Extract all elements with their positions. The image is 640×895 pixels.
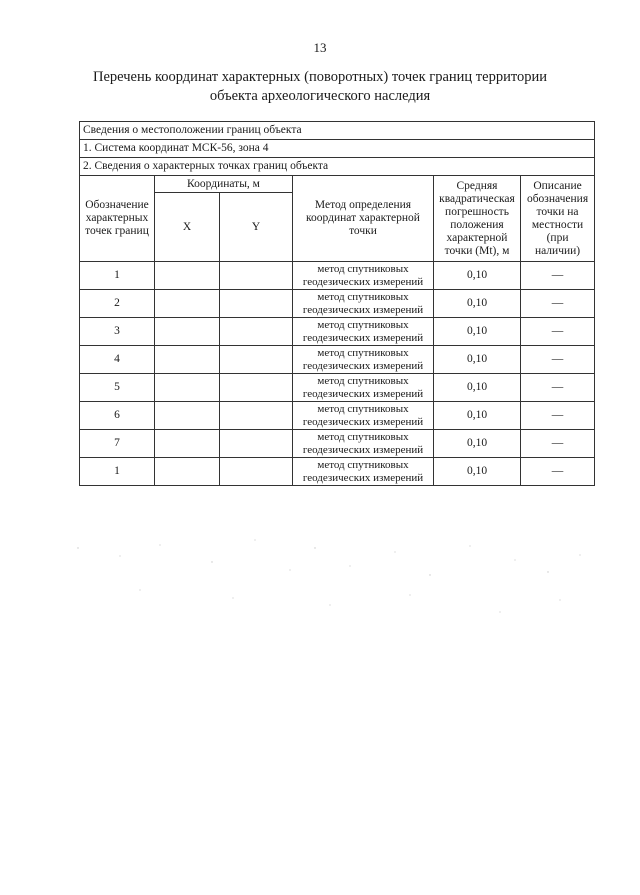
points-section-cell: 2. Сведения о характерных точках границ объекта [80,158,595,176]
method-cell [293,262,434,290]
method-line-2: геодезических измерений [302,331,424,344]
method-line-2: геодезических измерений [302,303,424,316]
y-cell [220,318,293,346]
y-cell [220,402,293,430]
accuracy-cell: 0,10 [434,374,521,402]
method-cell [293,318,434,346]
y-cell [220,346,293,374]
header-point-designation: Обозначение характерных точек границ [80,176,155,262]
point-cell: 7 [80,430,155,458]
y-cell [220,458,293,486]
method-line-1: метод спутниковых [317,431,409,443]
method-line-2: геодезических измерений [302,415,424,428]
section-row-location [80,122,595,140]
description-cell: — [521,458,595,486]
header-coordinates: Координаты, м [155,176,293,193]
point-cell: 5 [80,374,155,402]
document-title [70,68,570,106]
header-accuracy: Средняя квадратическая погрешность положения характерной точки (Mt), м [434,176,521,262]
table-row [80,262,595,290]
header-row [80,176,595,193]
x-cell [155,402,220,430]
accuracy-cell: 0,10 [434,262,521,290]
description-cell: — [521,374,595,402]
header-y: Y [220,193,293,262]
method-cell [293,402,434,430]
y-cell [220,430,293,458]
method-line-1: метод спутниковых [317,459,409,471]
point-cell: 4 [80,346,155,374]
page-number: 13 [313,40,327,55]
method-line-2: геодезических измерений [302,275,424,288]
y-cell [220,262,293,290]
description-cell: — [521,430,595,458]
x-cell [155,290,220,318]
table-row [80,458,595,486]
coordinates-table [79,121,595,486]
description-cell: — [521,290,595,318]
point-cell: 2 [80,290,155,318]
accuracy-cell: 0,10 [434,402,521,430]
table-row [80,290,595,318]
x-cell [155,374,220,402]
method-line-1: метод спутниковых [317,291,409,303]
y-cell [220,290,293,318]
method-cell [293,290,434,318]
x-cell [155,430,220,458]
method-cell [293,458,434,486]
x-cell [155,346,220,374]
table-row [80,374,595,402]
accuracy-cell: 0,10 [434,318,521,346]
document-title-line-2: объекта археологического наследия [209,88,431,104]
x-cell [155,262,220,290]
section-location-cell: Сведения о местоположении границ объекта [80,122,595,140]
table-row [80,430,595,458]
table-row [80,402,595,430]
method-line-2: геодезических измерений [302,359,424,372]
method-line-1: метод спутниковых [317,403,409,415]
header-x: X [155,193,220,262]
accuracy-cell: 0,10 [434,458,521,486]
method-line-1: метод спутниковых [317,347,409,359]
accuracy-cell: 0,10 [434,430,521,458]
method-line-2: геодезических измерений [302,471,424,484]
coordinate-system-cell: 1. Система координат МСК-56, зона 4 [80,140,595,158]
method-line-2: геодезических измерений [302,443,424,456]
y-cell [220,374,293,402]
point-cell: 1 [80,458,155,486]
accuracy-cell: 0,10 [434,346,521,374]
method-cell [293,346,434,374]
table-row [80,346,595,374]
method-cell [293,374,434,402]
table-row [80,318,595,346]
accuracy-cell: 0,10 [434,290,521,318]
point-cell: 1 [80,262,155,290]
method-line-1: метод спутниковых [317,263,409,275]
description-cell: — [521,346,595,374]
point-cell: 6 [80,402,155,430]
point-cell: 3 [80,318,155,346]
method-cell [293,430,434,458]
header-method: Метод определения координат характерной точки [293,176,434,262]
section-row-coordinate-system [80,140,595,158]
section-row-points [80,158,595,176]
document-title-line-1: Перечень координат характерных (поворотных) точек границ территории [92,69,548,85]
description-cell: — [521,262,595,290]
x-cell [155,458,220,486]
method-line-2: геодезических измерений [302,387,424,400]
method-line-1: метод спутниковых [317,319,409,331]
description-cell: — [521,318,595,346]
method-line-1: метод спутниковых [317,375,409,387]
description-cell: — [521,402,595,430]
x-cell [155,318,220,346]
header-description: Описание обозначения точки на местности (при наличии) [521,176,595,262]
